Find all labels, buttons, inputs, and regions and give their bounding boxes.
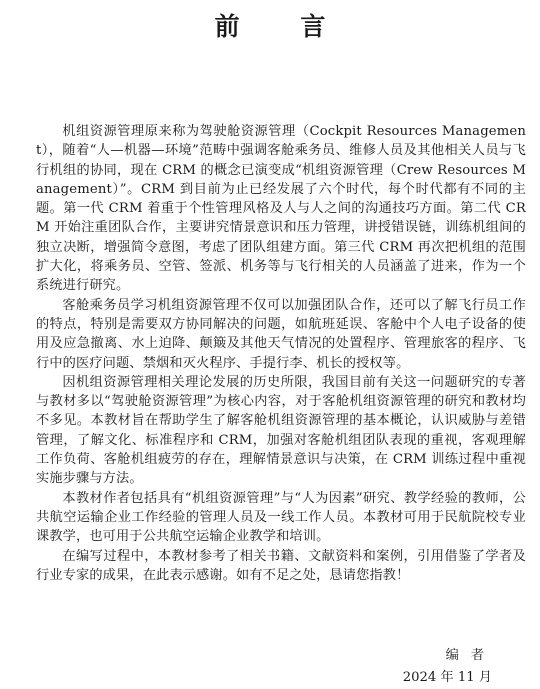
paragraph-3: 因机组资源管理相关理论发展的历史所限，我国目前有关这一问题研究的专著与教材多以“驾驶舱资源管理”为核心内容，对于客舱机组资源管理的研究和教材均不多见。本教材旨在帮助学生了解客舱机组资源管理的基本概论，认识威胁与差错管理，了解文化、标准程序和 CRM，加强对客舱机组团队表现的重视，客观理解工作负荷、客舱机组疲劳的存在，理解情景意识与决策，在 CRM 训练过程中重视实施步骤与方法。 <box>36 374 526 487</box>
signature-author: 编者 <box>445 648 496 663</box>
page-title: 前 言 <box>214 12 352 41</box>
paragraph-2: 客舱乘务员学习机组资源管理不仅可以加强团队合作，还可以了解飞行员工作的特点，特别是需要双方协同解决的问题，如航班延误、客舱中个人电子设备的使用及应急撤离、水上迫降、颠簸及其他天气情况的处置程序、管理旅客的程序、飞行中的医疗问题、禁烟和灭火程序、手提行李、机长的授权等。 <box>36 297 526 371</box>
paragraph-5: 在编写过程中，本教材参考了相关书籍、文献资料和案例，引用借鉴了学者及行业专家的成果，在此表示感谢。如有不足之处，恳请您指教！ <box>36 548 526 583</box>
paragraph-1: 机组资源管理原来称为驾驶舱资源管理（Cockpit Resources Management），随着“人—机器—环境”范畴中强调客舱乘务员、维修人员及其他相关人员与飞行机组的协同，现在 CRM 的概念已演变成“机组资源管理（Crew Resources Management）”。CRM 到目前为止已经发展了六个时代，每个时代都有不同的主题。第一代 CRM 着重于个性管理风格及人与人之间的沟通技巧方面。第二代 CRM 开始注重团队合作，主要讲究情景意识和压力管理，讲授错误链，训练机组间的独立决断，增强简令意图，考虑了团队组建方面。第三代 CRM 再次把机组的范围扩大化，将乘务员、空管、签派、机务等与飞行相关的人员涵盖了进来，作为一个系统进行研究。 <box>36 124 526 294</box>
signature-date: 2024 年 11 月 <box>402 670 492 685</box>
preface-body <box>36 122 526 585</box>
paragraph-4: 本教材作者包括具有“机组资源管理”与“人为因素”研究、教学经验的教师，公共航空运输企业工作经验的管理人员及一线工作人员。本教材可用于民航院校专业课教学，也可用于公共航空运输企业教学和培训。 <box>36 490 526 545</box>
signature-block <box>402 645 496 689</box>
